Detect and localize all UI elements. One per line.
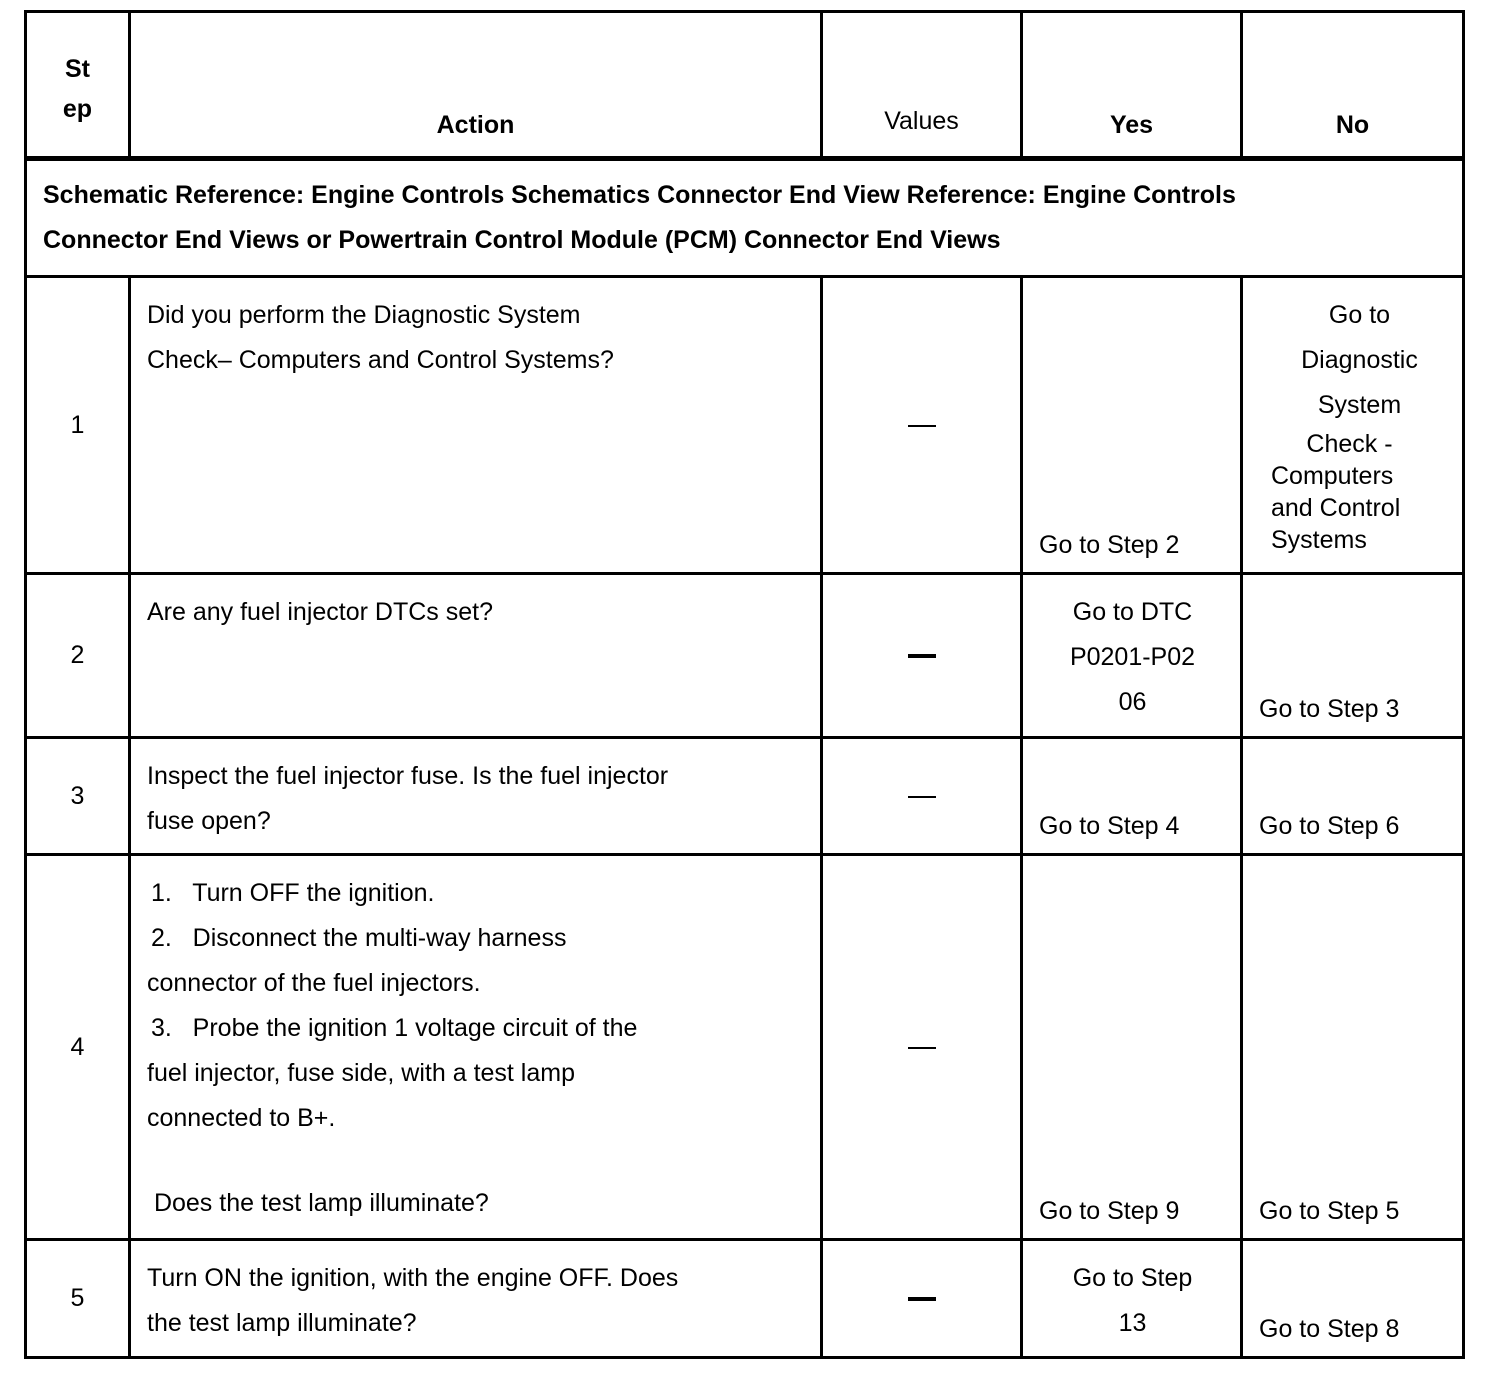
value-cell bbox=[822, 277, 1022, 574]
yes-cell: Go to Step 2 bbox=[1022, 277, 1242, 574]
value-cell bbox=[822, 855, 1022, 1240]
schematic-reference: Schematic Reference: Engine Controls Schematics Connector End View Reference: Engine Controls Connector End Views or Powertrain Control Module (PCM) Connector End Views bbox=[26, 159, 1464, 277]
yes-cell: Go to Step 9 bbox=[1022, 855, 1242, 1240]
table-row bbox=[26, 738, 1464, 855]
yes-header: Yes bbox=[1022, 12, 1242, 159]
action-cell: Are any fuel injector DTCs set? bbox=[130, 574, 822, 738]
reference-row bbox=[26, 159, 1464, 277]
action-cell: Inspect the fuel injector fuse. Is the fuel injector fuse open? bbox=[130, 738, 822, 855]
action-cell: Turn ON the ignition, with the engine OFF. Does the test lamp illuminate? bbox=[130, 1240, 822, 1358]
no-cell: Go to Step 3 bbox=[1242, 574, 1464, 738]
value-cell bbox=[822, 738, 1022, 855]
step-number: 4 bbox=[26, 855, 130, 1240]
table-row bbox=[26, 855, 1464, 1240]
em-dash bbox=[908, 425, 936, 427]
header-row bbox=[26, 12, 1464, 159]
no-cell: Go to Step 5 bbox=[1242, 855, 1464, 1240]
diagnostic-table bbox=[24, 10, 1465, 1359]
step-number: 5 bbox=[26, 1240, 130, 1358]
action-cell: 1. Turn OFF the ignition. 2. Disconnect the multi-way harness connector of the fuel injectors. 3. Probe the ignition 1 voltage circuit of the fuel injector, fuse side, with a test lamp connected to B+. Does the test lamp illuminate? bbox=[130, 855, 822, 1240]
value-cell bbox=[822, 1240, 1022, 1358]
step-number: 1 bbox=[26, 277, 130, 574]
yes-cell: Go to DTC P0201-P02 06 bbox=[1022, 574, 1242, 738]
em-dash bbox=[908, 654, 936, 658]
em-dash bbox=[908, 1297, 936, 1301]
em-dash bbox=[908, 1047, 936, 1049]
action-cell: Did you perform the Diagnostic System Check– Computers and Control Systems? bbox=[130, 277, 822, 574]
action-header: Action bbox=[130, 12, 822, 159]
step-number: 2 bbox=[26, 574, 130, 738]
yes-cell: Go to Step 13 bbox=[1022, 1240, 1242, 1358]
step-number: 3 bbox=[26, 738, 130, 855]
yes-cell: Go to Step 4 bbox=[1022, 738, 1242, 855]
no-header: No bbox=[1242, 12, 1464, 159]
table-row bbox=[26, 1240, 1464, 1358]
value-cell bbox=[822, 574, 1022, 738]
no-cell: Go to Step 6 bbox=[1242, 738, 1464, 855]
no-cell: Go to Diagnostic System Check - Computers and Control Systems bbox=[1242, 277, 1464, 574]
step-header: St ep bbox=[26, 12, 130, 159]
values-header: Values bbox=[822, 12, 1022, 159]
no-cell: Go to Step 8 bbox=[1242, 1240, 1464, 1358]
em-dash bbox=[908, 796, 936, 798]
table-row bbox=[26, 277, 1464, 574]
table-row bbox=[26, 574, 1464, 738]
